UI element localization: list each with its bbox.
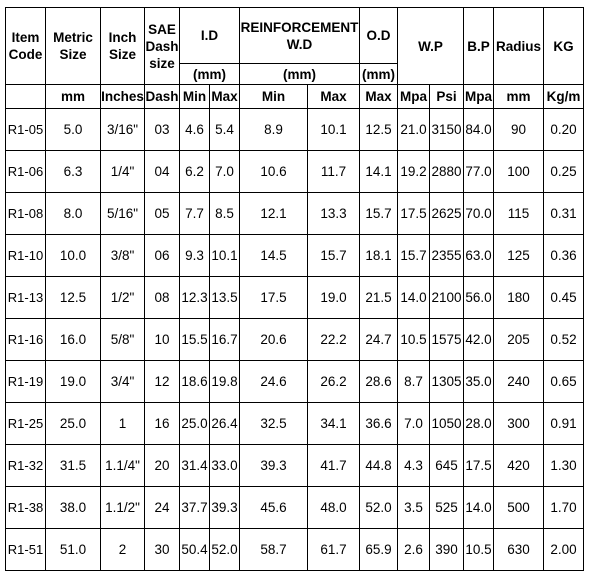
table-cell: 36.6: [360, 403, 398, 445]
header-sae-dash-size: SAE Dash size: [145, 8, 180, 85]
header-id-unit: (mm): [180, 64, 240, 85]
table-cell: 24: [145, 487, 180, 529]
table-cell: 9.3: [180, 235, 210, 277]
table-cell: 1/4": [101, 151, 145, 193]
table-row: [6, 109, 584, 151]
table-cell: 240: [494, 361, 544, 403]
table-cell: 5/16": [101, 193, 145, 235]
table-cell: 645: [430, 445, 464, 487]
table-cell: 21.5: [360, 277, 398, 319]
table-cell: 77.0: [464, 151, 494, 193]
table-cell: 1: [101, 403, 145, 445]
table-cell: 8.9: [240, 109, 308, 151]
item-code-cell: R1-19: [6, 361, 46, 403]
header-od: O.D: [360, 8, 398, 64]
table-cell: 0.91: [544, 403, 584, 445]
table-cell: 1575: [430, 319, 464, 361]
table-cell: 2.00: [544, 529, 584, 571]
unit-cell: Min: [240, 85, 308, 109]
table-cell: 19.2: [398, 151, 430, 193]
table-cell: 31.5: [46, 445, 101, 487]
header-metric-size: Metric Size: [46, 8, 101, 85]
table-cell: 37.7: [180, 487, 210, 529]
table-cell: 03: [145, 109, 180, 151]
table-cell: 24.7: [360, 319, 398, 361]
table-cell: 3/8": [101, 235, 145, 277]
item-code-cell: R1-13: [6, 277, 46, 319]
table-cell: 21.0: [398, 109, 430, 151]
table-cell: 63.0: [464, 235, 494, 277]
table-cell: 17.5: [240, 277, 308, 319]
table-row: [6, 277, 584, 319]
header-radius: Radius: [494, 8, 544, 85]
table-cell: 19.8: [210, 361, 240, 403]
table-cell: 25.0: [180, 403, 210, 445]
table-cell: 6.3: [46, 151, 101, 193]
table-cell: 8.5: [210, 193, 240, 235]
table-cell: 12.3: [180, 277, 210, 319]
table-row: [6, 151, 584, 193]
table-row: [6, 529, 584, 571]
unit-cell: Inches: [101, 85, 145, 109]
table-cell: 26.2: [308, 361, 360, 403]
unit-cell: Mpa: [464, 85, 494, 109]
table-cell: 10.0: [46, 235, 101, 277]
table-cell: 2: [101, 529, 145, 571]
table-cell: 0.45: [544, 277, 584, 319]
header-reinforcement-wd: REINFORCEMENT W.D: [240, 8, 360, 64]
table-cell: 4.3: [398, 445, 430, 487]
table-row: [6, 487, 584, 529]
table-cell: 84.0: [464, 109, 494, 151]
table-cell: 4.6: [180, 109, 210, 151]
table-cell: 19.0: [308, 277, 360, 319]
item-code-cell: R1-06: [6, 151, 46, 193]
table-cell: 32.5: [240, 403, 308, 445]
table-cell: 18.1: [360, 235, 398, 277]
unit-cell: mm: [494, 85, 544, 109]
table-cell: 04: [145, 151, 180, 193]
item-code-cell: R1-25: [6, 403, 46, 445]
table-cell: 12.5: [46, 277, 101, 319]
item-code-cell: R1-16: [6, 319, 46, 361]
table-cell: 10.1: [210, 235, 240, 277]
table-cell: 525: [430, 487, 464, 529]
table-cell: 51.0: [46, 529, 101, 571]
table-cell: 1305: [430, 361, 464, 403]
item-code-cell: R1-51: [6, 529, 46, 571]
unit-cell: Min: [180, 85, 210, 109]
table-cell: 26.4: [210, 403, 240, 445]
table-cell: 300: [494, 403, 544, 445]
table-cell: 17.5: [398, 193, 430, 235]
table-cell: 420: [494, 445, 544, 487]
table-cell: 1/2": [101, 277, 145, 319]
table-cell: 11.7: [308, 151, 360, 193]
table-cell: 1.1/2": [101, 487, 145, 529]
header-bp: B.P: [464, 8, 494, 85]
unit-cell: Dash: [145, 85, 180, 109]
table-cell: 10.5: [464, 529, 494, 571]
table-cell: 1.30: [544, 445, 584, 487]
table-cell: 2880: [430, 151, 464, 193]
table-cell: 0.65: [544, 361, 584, 403]
table-cell: 19.0: [46, 361, 101, 403]
table-cell: 30: [145, 529, 180, 571]
table-row: [6, 193, 584, 235]
header-row-1: [6, 8, 584, 64]
table-cell: 10.5: [398, 319, 430, 361]
table-cell: 45.6: [240, 487, 308, 529]
header-reinforcement-unit: (mm): [240, 64, 360, 85]
table-cell: 58.7: [240, 529, 308, 571]
table-cell: 0.20: [544, 109, 584, 151]
item-code-cell: R1-32: [6, 445, 46, 487]
table-cell: 70.0: [464, 193, 494, 235]
table-cell: 2355: [430, 235, 464, 277]
table-cell: 100: [494, 151, 544, 193]
table-cell: 44.8: [360, 445, 398, 487]
table-cell: 3/4": [101, 361, 145, 403]
table-cell: 180: [494, 277, 544, 319]
table-cell: 28.6: [360, 361, 398, 403]
table-cell: 5.0: [46, 109, 101, 151]
table-cell: 10.6: [240, 151, 308, 193]
table-cell: 5/8": [101, 319, 145, 361]
table-cell: 0.52: [544, 319, 584, 361]
table-cell: 56.0: [464, 277, 494, 319]
item-code-cell: R1-10: [6, 235, 46, 277]
table-cell: 33.0: [210, 445, 240, 487]
table-cell: 50.4: [180, 529, 210, 571]
table-cell: 20: [145, 445, 180, 487]
unit-cell: Psi: [430, 85, 464, 109]
table-cell: 8.7: [398, 361, 430, 403]
table-cell: 0.25: [544, 151, 584, 193]
table-cell: 15.7: [398, 235, 430, 277]
table-row: [6, 445, 584, 487]
unit-cell: mm: [46, 85, 101, 109]
table-cell: 24.6: [240, 361, 308, 403]
table-cell: 14.0: [398, 277, 430, 319]
table-cell: 5.4: [210, 109, 240, 151]
hose-spec-table: [5, 7, 584, 571]
table-cell: 22.2: [308, 319, 360, 361]
header-item-code: Item Code: [6, 8, 46, 85]
table-row: [6, 319, 584, 361]
item-code-cell: R1-05: [6, 109, 46, 151]
table-cell: 13.3: [308, 193, 360, 235]
header-kg: KG: [544, 8, 584, 85]
table-cell: 390: [430, 529, 464, 571]
table-cell: 42.0: [464, 319, 494, 361]
table-body: [6, 109, 584, 571]
table-cell: 12.1: [240, 193, 308, 235]
table-cell: 1.1/4": [101, 445, 145, 487]
table-cell: 41.7: [308, 445, 360, 487]
table-cell: 31.4: [180, 445, 210, 487]
table-cell: 52.0: [360, 487, 398, 529]
table-cell: 6.2: [180, 151, 210, 193]
table-cell: 14.0: [464, 487, 494, 529]
table-cell: 205: [494, 319, 544, 361]
table-cell: 38.0: [46, 487, 101, 529]
table-cell: 15.5: [180, 319, 210, 361]
table-cell: 28.0: [464, 403, 494, 445]
table-cell: 16.7: [210, 319, 240, 361]
table-cell: 52.0: [210, 529, 240, 571]
table-cell: 14.1: [360, 151, 398, 193]
table-cell: 18.6: [180, 361, 210, 403]
unit-cell: Max: [210, 85, 240, 109]
header-od-unit: (mm): [360, 64, 398, 85]
table-cell: 3.5: [398, 487, 430, 529]
table-cell: 13.5: [210, 277, 240, 319]
table-cell: 39.3: [210, 487, 240, 529]
table-cell: 630: [494, 529, 544, 571]
unit-cell: Max: [360, 85, 398, 109]
table-cell: 7.0: [398, 403, 430, 445]
table-cell: 17.5: [464, 445, 494, 487]
table-row: [6, 403, 584, 445]
units-row: [6, 85, 584, 109]
table-cell: 12: [145, 361, 180, 403]
item-code-cell: R1-08: [6, 193, 46, 235]
table-cell: 14.5: [240, 235, 308, 277]
table-cell: 8.0: [46, 193, 101, 235]
table-cell: 15.7: [308, 235, 360, 277]
table-cell: 0.31: [544, 193, 584, 235]
header-inch-size: Inch Size: [101, 8, 145, 85]
table-cell: 1050: [430, 403, 464, 445]
table-cell: 0.36: [544, 235, 584, 277]
table-cell: 06: [145, 235, 180, 277]
table-cell: 125: [494, 235, 544, 277]
table-cell: 7.7: [180, 193, 210, 235]
table-cell: 05: [145, 193, 180, 235]
table-cell: 35.0: [464, 361, 494, 403]
table-cell: 500: [494, 487, 544, 529]
table-cell: 3/16": [101, 109, 145, 151]
table-cell: 7.0: [210, 151, 240, 193]
table-cell: 08: [145, 277, 180, 319]
table-cell: 15.7: [360, 193, 398, 235]
table-cell: 61.7: [308, 529, 360, 571]
table-cell: 1.70: [544, 487, 584, 529]
table-cell: 16: [145, 403, 180, 445]
table-cell: 2625: [430, 193, 464, 235]
table-cell: 3150: [430, 109, 464, 151]
table-cell: 10: [145, 319, 180, 361]
table-cell: 65.9: [360, 529, 398, 571]
table-row: [6, 235, 584, 277]
table-cell: 39.3: [240, 445, 308, 487]
table-cell: 2100: [430, 277, 464, 319]
table-cell: 48.0: [308, 487, 360, 529]
header-wp: W.P: [398, 8, 464, 85]
table-cell: 2.6: [398, 529, 430, 571]
table-cell: 34.1: [308, 403, 360, 445]
table-cell: 115: [494, 193, 544, 235]
table-cell: 25.0: [46, 403, 101, 445]
table-cell: 20.6: [240, 319, 308, 361]
header-id: I.D: [180, 8, 240, 64]
item-code-cell: R1-38: [6, 487, 46, 529]
table-row: [6, 361, 584, 403]
table-cell: 90: [494, 109, 544, 151]
table-cell: 16.0: [46, 319, 101, 361]
unit-cell: Kg/m: [544, 85, 584, 109]
table-cell: 12.5: [360, 109, 398, 151]
table-cell: 10.1: [308, 109, 360, 151]
unit-cell: Mpa: [398, 85, 430, 109]
unit-cell: Max: [308, 85, 360, 109]
